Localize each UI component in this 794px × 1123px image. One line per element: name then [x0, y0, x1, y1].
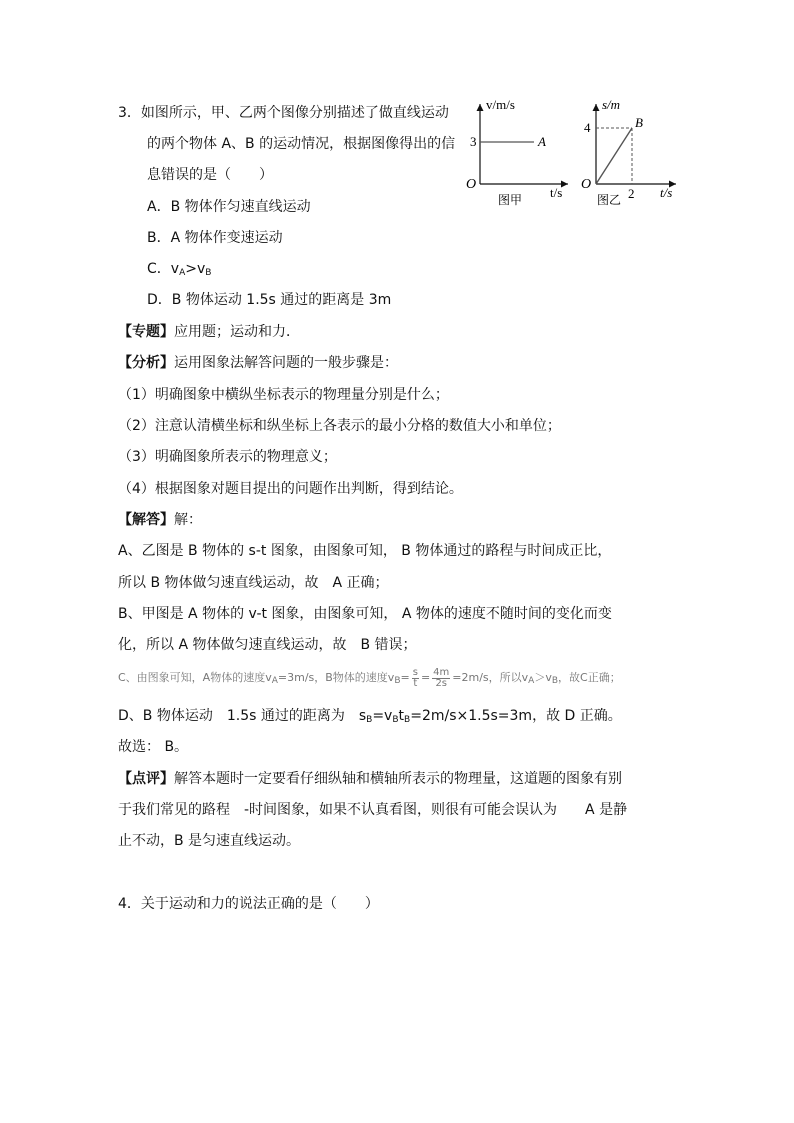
jieda-c-sub-a: A — [271, 676, 278, 686]
fenxi-line — [118, 354, 398, 372]
graph-jia — [462, 96, 577, 212]
fenxi-text: 运用图象法解答问题的一般步骤是： — [174, 355, 398, 371]
dianping-line1 — [118, 770, 622, 788]
graph-yi-tick-y: 4 — [584, 120, 591, 135]
question3-stem-line1 — [118, 104, 449, 122]
fenxi-step-1: （1）明确图象中横纵坐标表示的物理量分别是什么； — [118, 387, 449, 403]
question3-stem-text: 如图所示，甲、乙两个图像分别描述了做直线运动 — [140, 105, 449, 121]
graph-yi-origin: O — [581, 177, 592, 192]
jieda-c-sub-b2: B — [551, 676, 559, 686]
fenxi-tag: 【分析】 — [118, 355, 174, 371]
jieda-c-sub-a2: A — [528, 676, 535, 686]
question4-stem: 4．关于运动和力的说法正确的是（ ） — [118, 896, 379, 912]
jieda-tag: 【解答】 — [118, 512, 174, 528]
jieda-d-part1: D、B 物体运动 1.5s 通过的距离为 s — [118, 708, 367, 724]
jieda-c-frac1-den: t — [413, 677, 418, 689]
graph-yi-line-b — [596, 128, 632, 184]
jieda-c-frac2-num: 4m — [433, 666, 450, 678]
jieda-d-line — [118, 707, 622, 729]
jieda-c-frac2-den: 2s — [435, 677, 448, 689]
dianping-line3: 止不动，B 是匀速直线运动。 — [118, 833, 301, 849]
jieda-c-frac2 — [432, 668, 450, 689]
jieda-c-frac1-num: s — [412, 666, 418, 678]
jieda-d-sub2: B — [392, 715, 399, 725]
graph-yi-caption: 图乙 — [597, 193, 622, 207]
graph-yi-xlabel: t/s — [660, 185, 673, 200]
jieda-c-part3: = — [400, 671, 410, 684]
jieda-d-part3: t — [398, 708, 405, 724]
option-d: D．B 物体运动 1.5s 通过的距离是 3m — [147, 292, 392, 308]
jieda-c-part5: =2m/s，所以v — [452, 671, 529, 684]
jieda-c-sub-b: B — [394, 676, 401, 686]
jieda-d-part4: =2m/s×1.5s=3m，故 D 正确。 — [410, 708, 622, 724]
dianping-text-1: 解答本题时一定要看仔细纵轴和横轴所表示的物理量，这道题的图象有别 — [174, 771, 622, 787]
jieda-c-part6: ＞v — [534, 671, 552, 684]
zhuanti-text: 应用题；运动和力． — [174, 324, 300, 340]
jieda-d-sub3: B — [404, 715, 411, 725]
option-c-text: C．v — [147, 261, 180, 277]
question3-number: 3． — [118, 105, 141, 121]
jieda-b-line1: B、甲图是 A 物体的 v-t 图象，由图象可知， A 物体的速度不随时间的变化而变 — [118, 606, 612, 622]
graph-jia-caption: 图甲 — [498, 193, 523, 207]
jieda-c-part7: ，故C正确； — [558, 671, 621, 684]
graph-yi — [580, 96, 684, 212]
question3-stem-line2: 的两个物体 A、B 的运动情况，根据图像得出的信 — [147, 136, 456, 152]
jieda-answer: 故选： B。 — [118, 739, 189, 755]
graph-jia-label-a: A — [538, 134, 546, 149]
fenxi-step-4: （4）根据图象对题目提出的问题作出判断，得到结论。 — [118, 481, 463, 497]
zhuanti-tag: 【专题】 — [118, 324, 174, 340]
dianping-tag: 【点评】 — [118, 771, 174, 787]
jieda-a-line2: 所以 B 物体做匀速直线运动，故 A 正确； — [118, 575, 389, 591]
jieda-c-part4: = — [420, 671, 431, 684]
graph-jia-tick-y: 3 — [470, 134, 477, 149]
zhuanti-line — [118, 323, 300, 341]
graph-jia-origin: O — [466, 177, 477, 192]
graph-yi-ylabel: s/m — [602, 97, 621, 112]
graph-jia-xlabel: t/s — [550, 185, 563, 200]
jieda-c-part2: =3m/s，B物体的速度v — [277, 671, 395, 684]
fenxi-step-2: （2）注意认清横坐标和纵坐标上各表示的最小分格的数值大小和单位； — [118, 418, 561, 434]
graph-yi-label-b: B — [635, 115, 643, 130]
option-c-sub-b: B — [205, 268, 212, 278]
graph-yi-tick-x: 2 — [628, 186, 635, 201]
jieda-d-sub1: B — [366, 715, 373, 725]
jieda-d-part2: =v — [372, 708, 393, 724]
option-a: A．B 物体作匀速直线运动 — [147, 199, 311, 215]
option-b: B．A 物体作变速运动 — [147, 230, 283, 246]
option-c-sub-a: A — [179, 268, 186, 278]
jieda-text: 解： — [174, 512, 202, 528]
option-c-mid: >v — [185, 261, 206, 277]
jieda-c-part1: C、由图象可知，A物体的速度v — [118, 671, 272, 684]
fenxi-step-3: （3）明确图象所表示的物理意义； — [118, 449, 337, 465]
jieda-c-frac1 — [412, 668, 419, 689]
jieda-line — [118, 511, 202, 529]
question3-stem-line3: 息错误的是（ ） — [147, 167, 273, 183]
graph-jia-ylabel: v/m/s — [486, 97, 515, 112]
jieda-c-line — [118, 666, 621, 693]
jieda-b-line2: 化，所以 A 物体做匀速直线运动，故 B 错误； — [118, 637, 417, 653]
option-c — [147, 260, 211, 282]
jieda-a-line1: A、乙图是 B 物体的 s-t 图象，由图象可知， B 物体通过的路程与时间成正比， — [118, 543, 612, 559]
dianping-line2: 于我们常见的路程 -时间图象，如果不认真看图，则很有可能会误认为 A 是静 — [118, 802, 628, 818]
